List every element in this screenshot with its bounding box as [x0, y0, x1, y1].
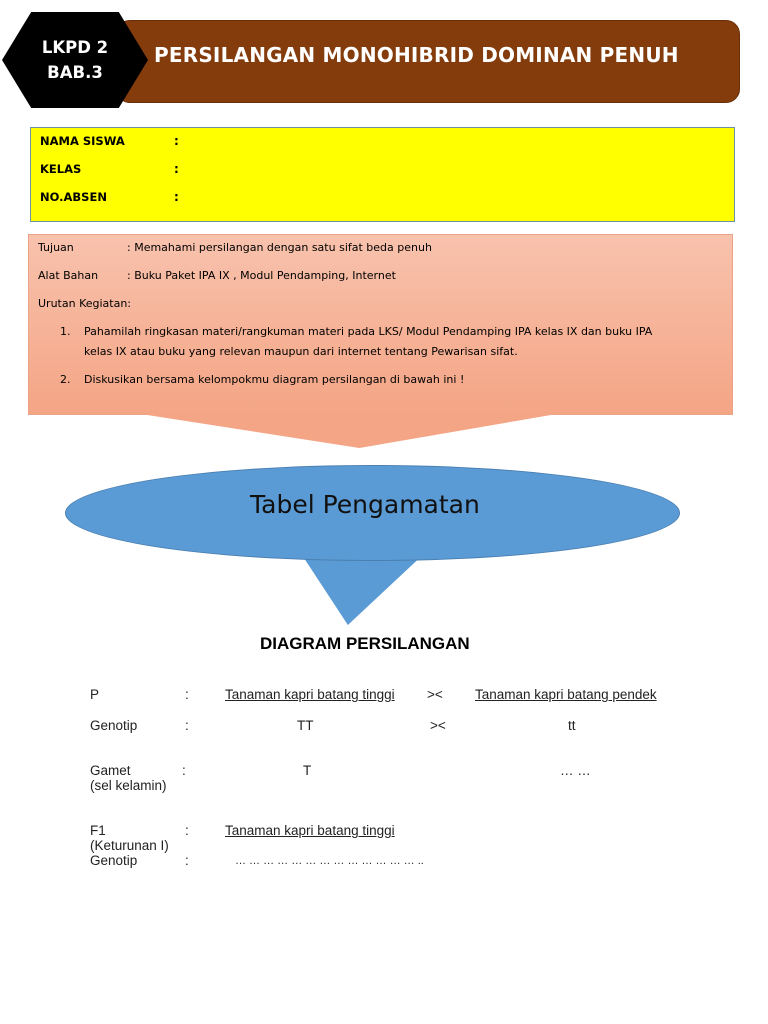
class-label: KELAS	[40, 162, 82, 176]
tujuan-label: Tujuan	[38, 241, 74, 254]
gamet-sublabel: (sel kelamin)	[90, 778, 167, 793]
f1-sublabel: (Keturunan I)	[90, 838, 169, 853]
student-identity-box	[30, 127, 735, 222]
gamet-left: T	[303, 763, 312, 778]
genotip-cross-symbol: ><	[430, 718, 446, 733]
class-colon: :	[174, 162, 179, 176]
step-2-number: 2.	[60, 373, 71, 386]
gamet-label: Gamet	[90, 763, 131, 778]
f1-label: F1	[90, 823, 106, 838]
genotip-label: Genotip	[90, 718, 138, 733]
step-1-line-2: kelas IX atau buku yang relevan maupun dari internet tentang Pewarisan sifat.	[84, 345, 518, 358]
callout-title: Tabel Pengamatan	[250, 490, 480, 519]
absen-label: NO.ABSEN	[40, 190, 107, 204]
p-colon: :	[185, 687, 189, 702]
p-left-parent: Tanaman kapri batang tinggi	[225, 687, 395, 702]
alat-value: : Buku Paket IPA IX , Modul Pendamping, Internet	[127, 269, 396, 282]
genotip-left: TT	[297, 718, 314, 733]
p-label: P	[90, 687, 100, 702]
genotip-right: tt	[568, 718, 576, 733]
instructions-pointer	[28, 414, 733, 448]
callout-pointer	[300, 552, 426, 625]
lkpd-badge	[2, 12, 148, 108]
page-title: PERSILANGAN MONOHIBRID DOMINAN PENUH	[154, 43, 679, 67]
badge-line-1: LKPD 2	[41, 38, 109, 57]
f1-genotip-blank: … … … … … … … … … … … … … ..	[235, 855, 424, 867]
urutan-label: Urutan Kegiatan:	[38, 297, 132, 310]
step-2-text: Diskusikan bersama kelompokmu diagram persilangan di bawah ini !	[84, 373, 465, 386]
f1-colon: :	[185, 823, 189, 838]
f1-genotip-label: Genotip	[90, 853, 138, 868]
gamet-right-blank: … …	[560, 763, 591, 778]
f1-value: Tanaman kapri batang tinggi	[225, 823, 395, 838]
diagram-title: DIAGRAM PERSILANGAN	[260, 634, 470, 653]
genotip-colon: :	[185, 718, 189, 733]
alat-label: Alat Bahan	[38, 269, 99, 282]
p-cross-symbol: ><	[427, 687, 443, 702]
gamet-colon: :	[182, 763, 186, 778]
step-1-number: 1.	[60, 325, 71, 338]
p-right-parent: Tanaman kapri batang pendek	[475, 687, 657, 702]
step-1-line-1: Pahamilah ringkasan materi/rangkuman materi pada LKS/ Modul Pendamping IPA kelas IX dan buku IPA	[84, 325, 653, 338]
badge-line-2: BAB.3	[47, 63, 103, 82]
name-label: NAMA SISWA	[40, 134, 125, 148]
tujuan-value: : Memahami persilangan dengan satu sifat beda penuh	[127, 241, 432, 254]
f1-genotip-colon: :	[185, 853, 189, 868]
absen-colon: :	[174, 190, 179, 204]
name-colon: :	[174, 134, 179, 148]
